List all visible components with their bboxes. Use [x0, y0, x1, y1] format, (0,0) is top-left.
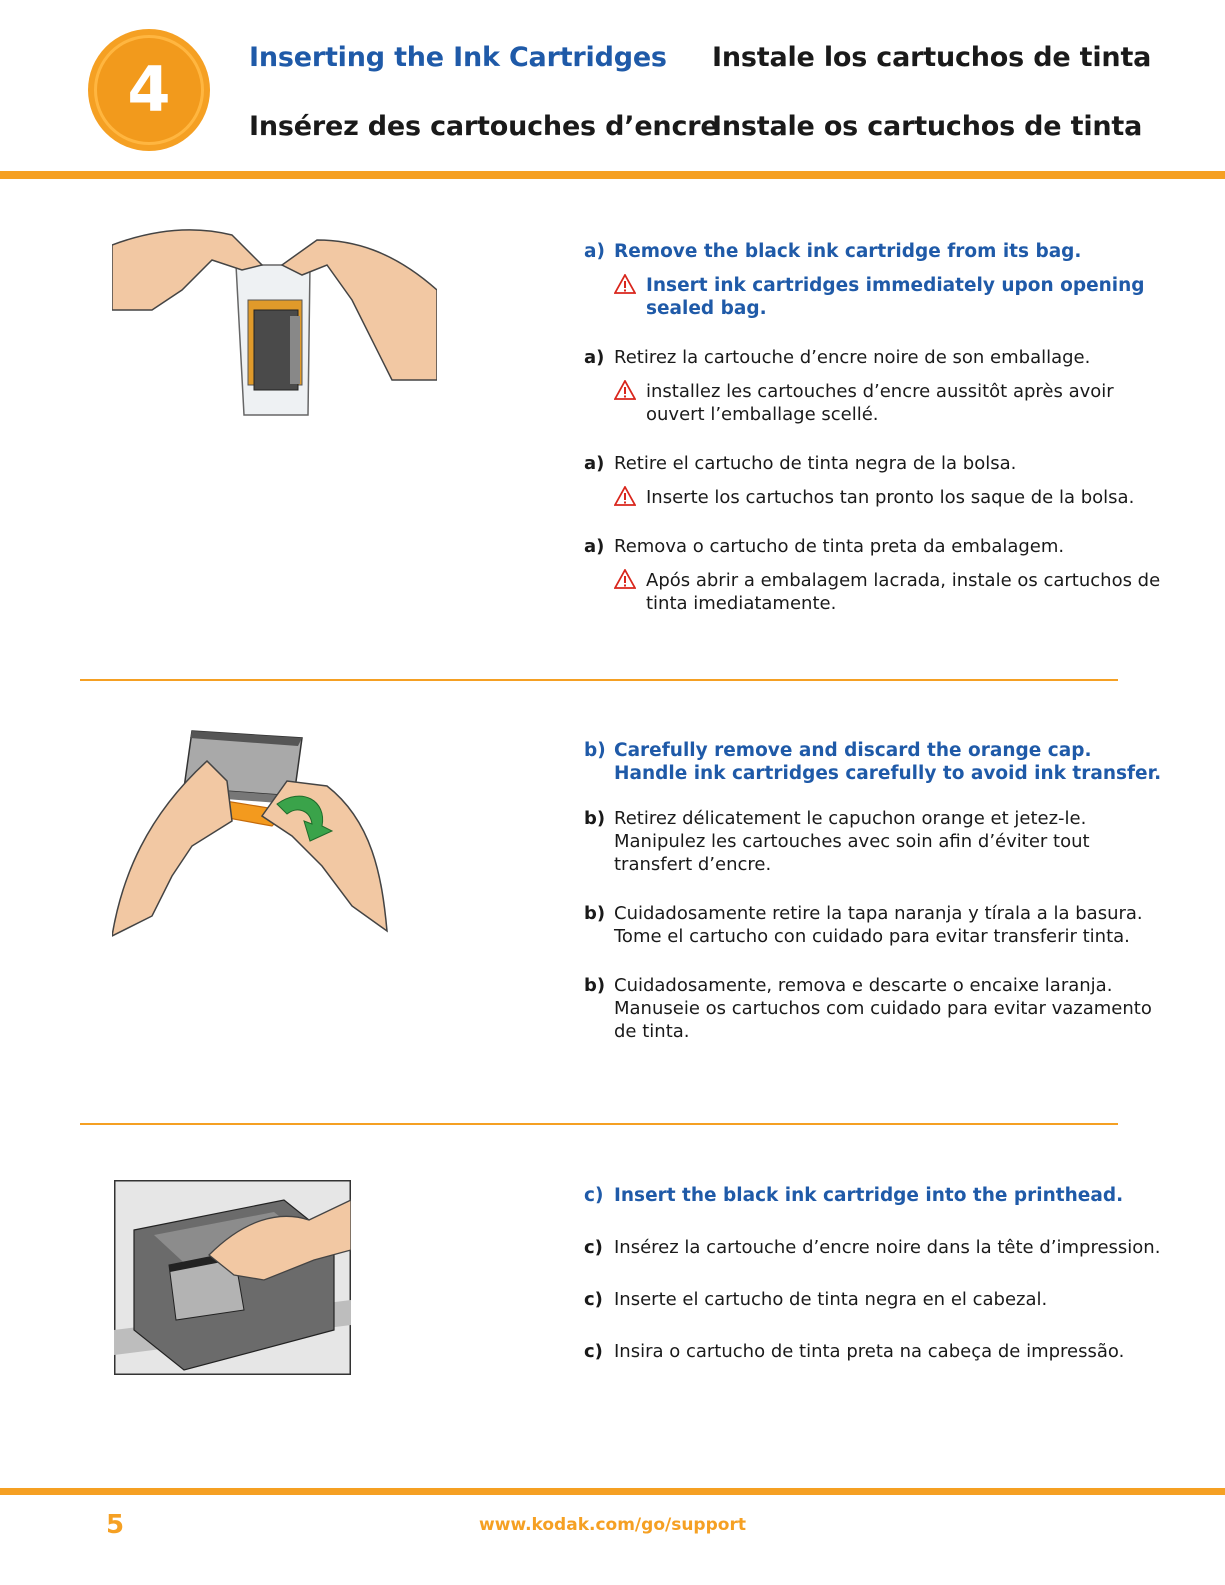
warning-icon [614, 274, 636, 294]
warning-icon [614, 380, 636, 400]
step-c-french-text: Insérez la cartouche d’encre noire dans la tête d’impression. [614, 1237, 1161, 1258]
step-c-english-text: Insert the black ink cartridge into the printhead. [614, 1185, 1124, 1206]
step-c-french: c) Insérez la cartouche d’encre noire dans la tête d’impression. [584, 1237, 1161, 1258]
step-a-english [584, 240, 1164, 320]
step-b-english-text: Carefully remove and discard the orange cap. Handle ink cartridges carefully to avoid ink transfer. [614, 740, 1162, 784]
warning-spanish [614, 486, 1164, 509]
warning-english-text: Insert ink cartridges immediately upon opening sealed bag. [646, 275, 1145, 319]
section-divider-1 [80, 679, 1118, 681]
illustration-remove-orange-cap [112, 726, 392, 945]
step-c-portuguese-text: Insira o cartucho de tinta preta na cabeça de impressão. [614, 1341, 1125, 1362]
step-a-portuguese: a) Remova o cartucho de tinta preta da embalagem. Após abrir a embalagem lacrada, instale os cartuchos de tinta imediatamente. [584, 535, 1164, 615]
illustration-insert-cartridge-into-printhead [114, 1180, 351, 1379]
header-divider [0, 171, 1225, 179]
section-b-steps [584, 739, 1164, 1043]
title-portuguese: Instale os cartuchos de tinta [712, 111, 1143, 142]
warning-portuguese-text: Após abrir a embalagem lacrada, instale os cartuchos de tinta imediatamente. [646, 570, 1161, 614]
step-number: 4 [127, 53, 171, 126]
step-a-portuguese-text: Remova o cartucho de tinta preta da embalagem. [614, 536, 1065, 557]
support-url: www.kodak.com/go/support [479, 1515, 746, 1535]
step-c-spanish: c) Inserte el cartucho de tinta negra en el cabezal. [584, 1289, 1048, 1310]
warning-english [614, 274, 1164, 320]
step-b-french-text: Retirez délicatement le capuchon orange et jetez-le. Manipulez les cartouches avec soin afin d’éviter tout transfert d’encre. [614, 808, 1090, 875]
step-b-spanish: b) Cuidadosamente retire la tapa naranja y tírala a la basura. Tome el cartucho con cuidado para evitar transferir tinta. [584, 903, 1143, 947]
step-a-french: a) Retirez la cartouche d’encre noire de son emballage. installez les cartouches d’encre aussitôt après avoir ouvert l’emballage scellé. [584, 346, 1164, 426]
warning-portuguese [614, 569, 1164, 615]
warning-french-text: installez les cartouches d’encre aussitôt après avoir ouvert l’emballage scellé. [646, 381, 1114, 425]
warning-french [614, 380, 1164, 426]
warning-icon [614, 569, 636, 589]
step-a-spanish: a) Retire el cartucho de tinta negra de la bolsa. Inserte los cartuchos tan pronto los saque de la bolsa. [584, 452, 1164, 509]
step-c-portuguese: c) Insira o cartucho de tinta preta na cabeça de impressão. [584, 1341, 1125, 1362]
step-b-portuguese-text: Cuidadosamente, remova e descarte o encaixe laranja. Manuseie os cartuchos com cuidado para evitar vazamento de tinta. [614, 975, 1152, 1042]
step-a-spanish-text: Retire el cartucho de tinta negra de la bolsa. [614, 453, 1017, 474]
title-french: Insérez des cartouches d’encre [249, 111, 719, 142]
step-c-english: c) Insert the black ink cartridge into the printhead. [584, 1185, 1124, 1206]
step-b-spanish-text: Cuidadosamente retire la tapa naranja y tírala a la basura. Tome el cartucho con cuidado para evitar transferir tinta. [614, 903, 1143, 947]
section-a-steps [584, 240, 1164, 615]
step-c-spanish-text: Inserte el cartucho de tinta negra en el cabezal. [614, 1289, 1048, 1310]
step-b-english: b) Carefully remove and discard the orange cap. Handle ink cartridges carefully to avoid ink transfer. [584, 740, 1162, 784]
step-a-french-text: Retirez la cartouche d’encre noire de son emballage. [614, 347, 1091, 368]
step-number-badge [86, 28, 212, 152]
title-spanish: Instale los cartuchos de tinta [712, 42, 1152, 73]
warning-icon [614, 486, 636, 506]
page-number: 5 [106, 1510, 125, 1540]
step-b-portuguese: b) Cuidadosamente, remova e descarte o encaixe laranja. Manuseie os cartuchos com cuidado para evitar vazamento de tinta. [584, 975, 1152, 1042]
step-b-french: b) Retirez délicatement le capuchon orange et jetez-le. Manipulez les cartouches avec soin afin d’éviter tout transfert d’encre. [584, 808, 1090, 875]
illustration-remove-cartridge-from-bag [112, 220, 437, 434]
section-divider-2 [80, 1123, 1118, 1125]
step-a-english-text: Remove the black ink cartridge from its bag. [614, 241, 1082, 262]
warning-spanish-text: Inserte los cartuchos tan pronto los saque de la bolsa. [646, 487, 1135, 508]
step-a-label: a) [584, 241, 605, 262]
footer-divider [0, 1488, 1225, 1495]
title-english: Inserting the Ink Cartridges [249, 42, 667, 73]
section-c-steps [584, 1184, 1164, 1363]
